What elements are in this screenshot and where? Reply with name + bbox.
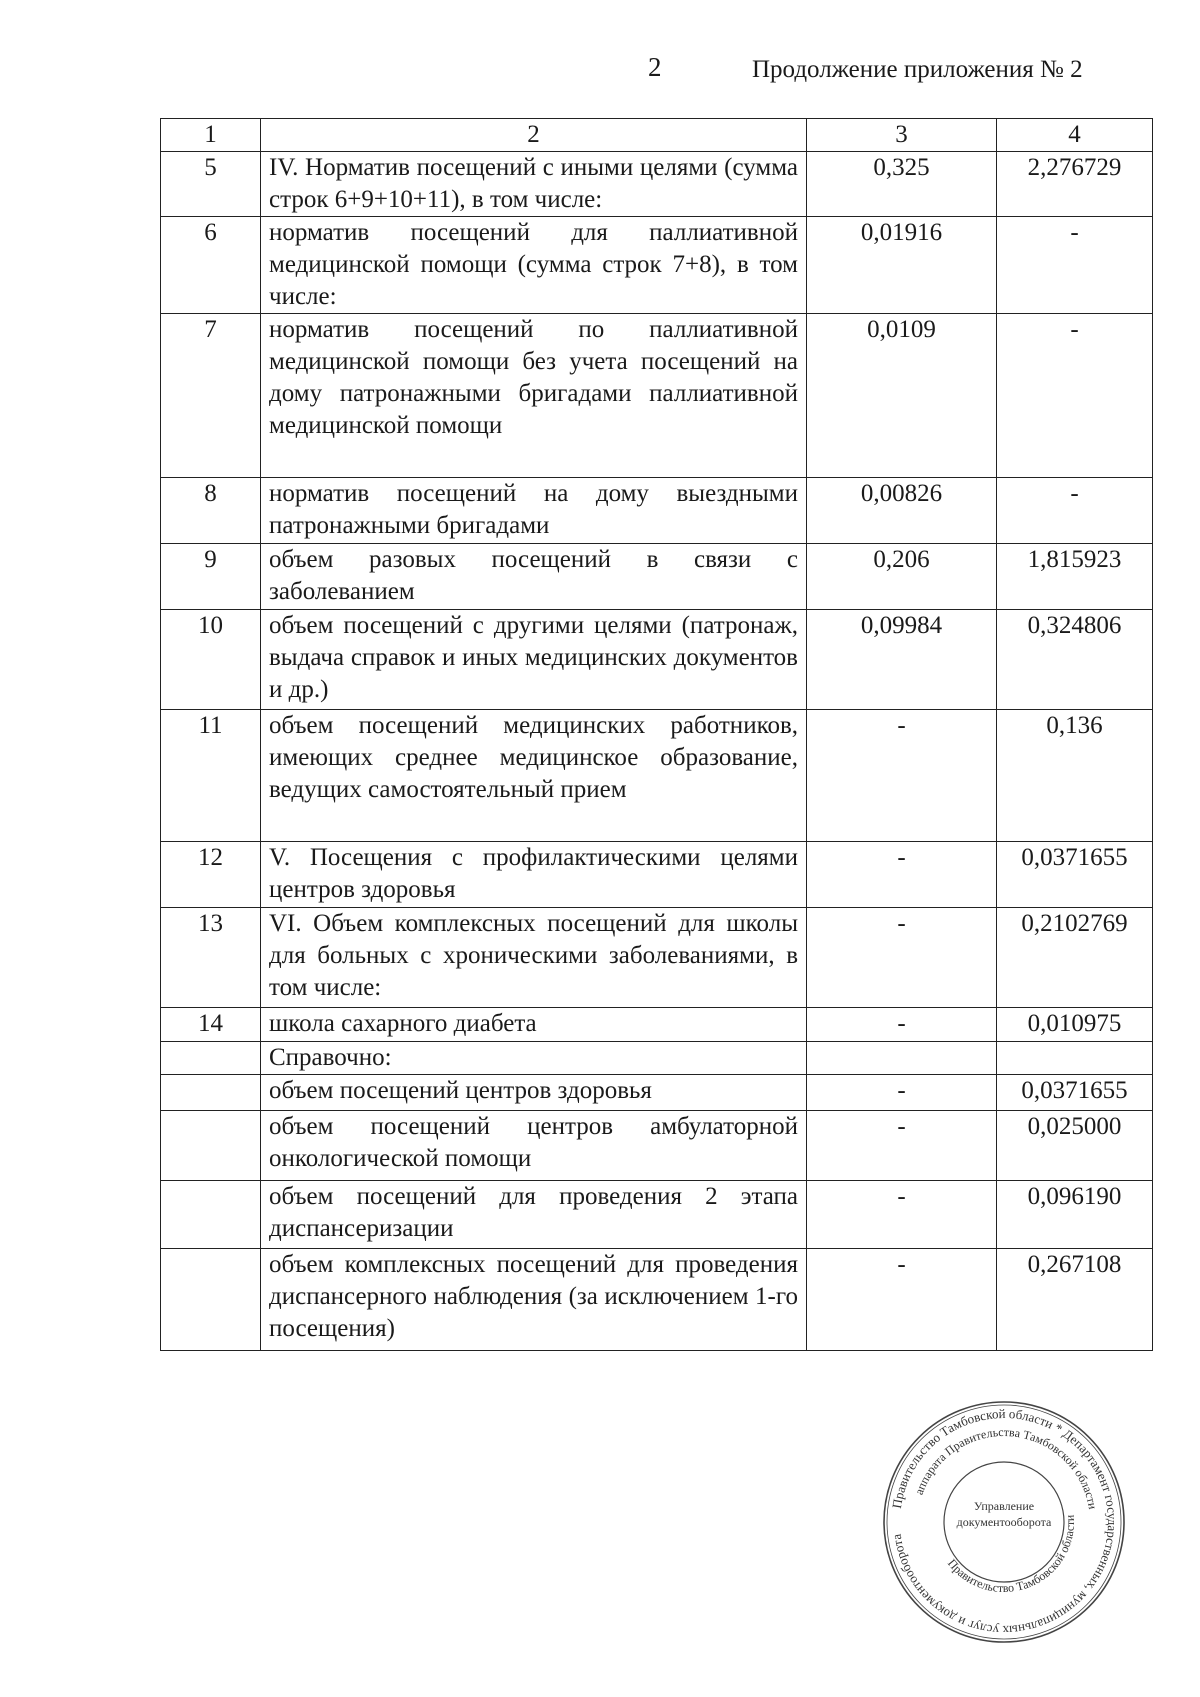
row-number: 7	[161, 314, 261, 478]
table-row	[161, 152, 1153, 217]
column-header-4: 4	[997, 119, 1153, 152]
row-description: норматив посещений на дому выездными патронажными бригадами	[261, 478, 807, 544]
row-description: объем посещений с другими целями (патронаж, выдача справок и иных медицинских документов и др.)	[261, 610, 807, 710]
table-row	[161, 478, 1153, 544]
table-row	[161, 710, 1153, 842]
row-description: объем комплексных посещений для проведения диспансерного наблюдения (за исключением 1-го посещения)	[261, 1249, 807, 1351]
stamp-center-text: Управление документооборота	[956, 1499, 1052, 1529]
stamp-inner-text: Правительство Тамбовской области	[944, 1514, 1078, 1596]
row-description: норматив посещений по паллиативной медицинской помощи без учета посещений на дому патронажными бригадами паллиативной медицинской помощи	[261, 314, 807, 478]
row-number	[161, 1181, 261, 1249]
table-row	[161, 908, 1153, 1008]
row-value-col4: 2,276729	[997, 152, 1153, 217]
row-number	[161, 1111, 261, 1181]
row-value-col3: 0,09984	[807, 610, 997, 710]
row-number: 5	[161, 152, 261, 217]
table-row	[161, 1249, 1153, 1351]
row-value-col4: 0,136	[997, 710, 1153, 842]
row-value-col4: -	[997, 314, 1153, 478]
row-value-col3	[807, 1042, 997, 1075]
stamp-middle-text: аппарата Правительства Тамбовской области	[911, 1424, 1100, 1511]
column-header-1: 1	[161, 119, 261, 152]
row-value-col3: 0,00826	[807, 478, 997, 544]
page-number: 2	[648, 52, 662, 82]
table-row	[161, 1181, 1153, 1249]
row-value-col3: 0,0109	[807, 314, 997, 478]
row-number: 12	[161, 842, 261, 908]
row-description: норматив посещений для паллиативной медицинской помощи (сумма строк 7+8), в том числе:	[261, 217, 807, 314]
table-header-row	[161, 119, 1153, 152]
row-number: 10	[161, 610, 261, 710]
row-value-col3: -	[807, 710, 997, 842]
row-value-col4: -	[997, 217, 1153, 314]
row-value-col4: -	[997, 478, 1153, 544]
row-description: школа сахарного диабета	[261, 1008, 807, 1042]
table-row	[161, 1075, 1153, 1111]
table-row	[161, 217, 1153, 314]
table-row	[161, 1042, 1153, 1075]
row-value-col4: 0,010975	[997, 1008, 1153, 1042]
row-description: объем посещений центров здоровья	[261, 1075, 807, 1111]
row-value-col4: 0,267108	[997, 1249, 1153, 1351]
row-description: IV. Норматив посещений с иными целями (сумма строк 6+9+10+11), в том числе:	[261, 152, 807, 217]
row-description: V. Посещения с профилактическими целями центров здоровья	[261, 842, 807, 908]
row-description: VI. Объем комплексных посещений для школы для больных с хроническими заболеваниями, в том числе:	[261, 908, 807, 1008]
row-value-col3: -	[807, 842, 997, 908]
row-number: 11	[161, 710, 261, 842]
row-value-col4: 0,025000	[997, 1111, 1153, 1181]
official-seal-stamp	[880, 1398, 1128, 1646]
stamp-outer-text: Правительство Тамбовской области * Департамент государственных, муниципальных услуг и документооборота	[888, 1405, 1121, 1639]
row-number	[161, 1075, 261, 1111]
row-description: объем посещений центров амбулаторной онкологической помощи	[261, 1111, 807, 1181]
table-row	[161, 314, 1153, 478]
reference-heading: Справочно:	[261, 1042, 807, 1075]
norms-table	[160, 118, 1153, 1351]
row-number: 9	[161, 544, 261, 610]
row-value-col3: -	[807, 1008, 997, 1042]
row-value-col3: -	[807, 1181, 997, 1249]
table-row	[161, 544, 1153, 610]
row-value-col4	[997, 1042, 1153, 1075]
row-value-col4: 0,0371655	[997, 842, 1153, 908]
row-value-col3: 0,206	[807, 544, 997, 610]
row-description: объем посещений для проведения 2 этапа диспансеризации	[261, 1181, 807, 1249]
table-row	[161, 1111, 1153, 1181]
row-value-col3: -	[807, 1249, 997, 1351]
table-row	[161, 1008, 1153, 1042]
row-number	[161, 1249, 261, 1351]
table-row	[161, 842, 1153, 908]
row-description: объем разовых посещений в связи с заболеванием	[261, 544, 807, 610]
row-number: 13	[161, 908, 261, 1008]
row-value-col3: -	[807, 908, 997, 1008]
row-number: 8	[161, 478, 261, 544]
table-row	[161, 610, 1153, 710]
row-number	[161, 1042, 261, 1075]
row-value-col4: 1,815923	[997, 544, 1153, 610]
row-number: 14	[161, 1008, 261, 1042]
row-value-col4: 0,2102769	[997, 908, 1153, 1008]
row-value-col3: -	[807, 1075, 997, 1111]
row-value-col4: 0,0371655	[997, 1075, 1153, 1111]
row-number: 6	[161, 217, 261, 314]
row-value-col4: 0,324806	[997, 610, 1153, 710]
row-value-col4: 0,096190	[997, 1181, 1153, 1249]
row-value-col3: -	[807, 1111, 997, 1181]
row-description: объем посещений медицинских работников, имеющих среднее медицинское образование, ведущих самостоятельный прием	[261, 710, 807, 842]
column-header-3: 3	[807, 119, 997, 152]
row-value-col3: 0,01916	[807, 217, 997, 314]
row-value-col3: 0,325	[807, 152, 997, 217]
column-header-2: 2	[261, 119, 807, 152]
appendix-continuation-label: Продолжение приложения № 2	[752, 56, 1083, 83]
